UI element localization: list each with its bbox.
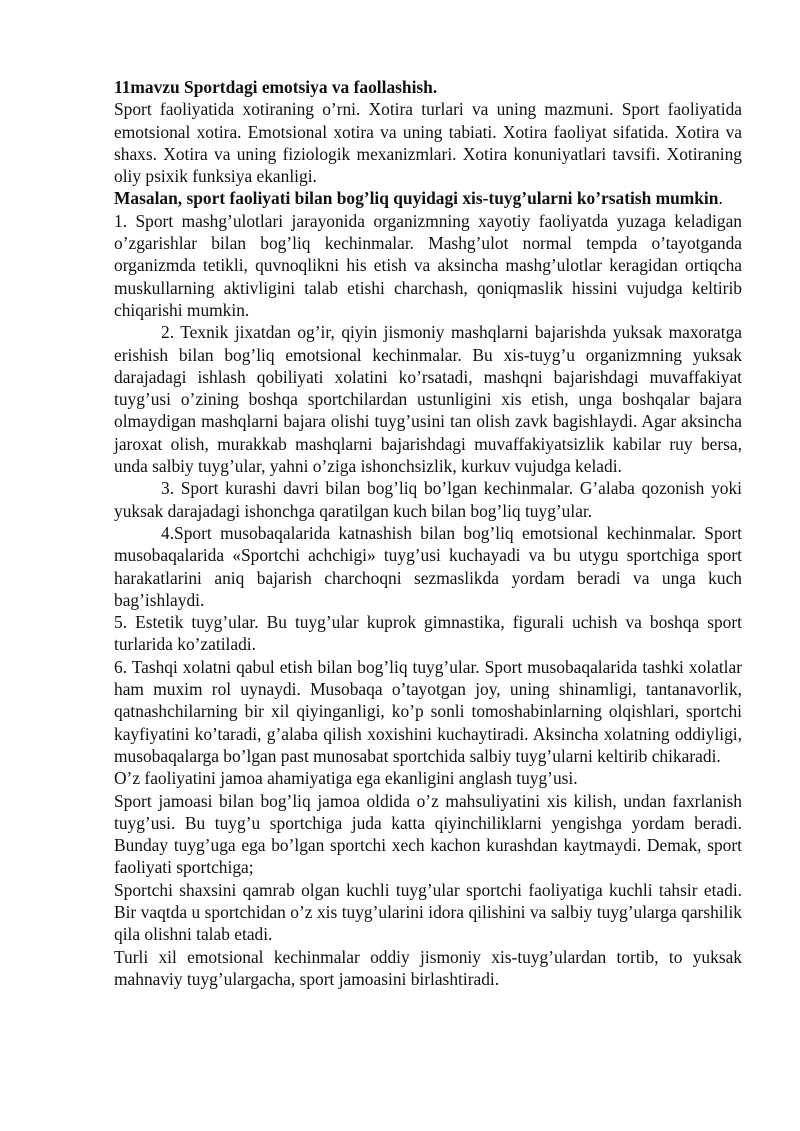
example-heading: Masalan, sport faoliyati bilan bog’liq quyidagi xis-tuyg’ularni ko’rsatish mumkin: [114, 188, 719, 209]
paragraph-conclusion: Turli xil emotsional kechinmalar oddiy jismoniy xis-tuyg’ulardan tortib, to yuksak mahnaviy tuyg’ulargacha, sport jamoasini birlashtiradi.: [114, 946, 742, 989]
paragraph-team-awareness: O’z faoliyatini jamoa ahamiyatiga ega ekanligini anglash tuyg’usi.: [114, 768, 578, 789]
paragraph-item-3: 3. Sport kurashi davri bilan bog’liq bo’lgan kechinmalar. G’alaba qozonish yoki yuksak darajadagi ishonchga qaratilgan kuch bilan bog’liq tuyg’ular.: [114, 478, 742, 521]
paragraph-item-1: 1. Sport mashg’ulotlari jarayonida organizmning xayotiy faoliyatda yuzaga keladigan o’zgarishlar bilan bog’liq kechinmalar. Mashg’ulot normal tempda o’tayotganda organizmda tetikli, quvnoqlikni his etish va aksincha mashg’ulotlar keragidan ortiqcha muskullarning aktivligini talab etishi charchash, qoniqmaslik hissini vujudga keltirib chiqarishi mumkin.: [114, 210, 742, 320]
paragraph-item-5: 5. Estetik tuyg’ular. Bu tuyg’ular kuprok gimnastika, figurali uchish va boshqa sport turlarida ko’zatiladi.: [114, 612, 742, 655]
paragraph-team-responsibility: Sport jamoasi bilan bog’liq jamoa oldida o’z mahsuliyatini xis kilish, undan faxrlanish tuyg’usi. Bu tuyg’u sportchiga juda katta qiyinchiliklarni yengishga yordam beradi. Bunday tuyg’uga ega bo’lgan sportchi xech kachon kurashdan kaytmaydi. Demak, sport faoliyati sportchiga;: [114, 790, 742, 878]
intro-paragraph: Sport faoliyatida xotiraning o’rni. Xotira turlari va uning mazmuni. Sport faoliyatida emotsional xotira. Emotsional xotira va uning tabiati. Xotira faoliyat sifatida. Xotira va shaxs. Xotira va uning fiziologik mexanizmlari. Xotira konuniyatlari tavsifi. Xotiraning oliy psixik funksiya ekanligi.: [114, 99, 742, 187]
example-heading-paragraph: [114, 187, 742, 209]
paragraph-item-2: 2. Texnik jixatdan og’ir, qiyin jismoniy mashqlarni bajarishda yuksak maxoratga erishish bilan bog’liq emotsional kechinmalar. Bu xis-tuyg’u organizmning yuksak darajadagi ishlash qobiliyati xolatini ko’rsatadi, mashqni bajarishdagi muvaffakiyat tuyg’usi o’zining boshqa sportchilardan ustunligini xis etish, unga boshqalar bajara olmaydigan mashqlarni bajara olishi tuyg’usini tan olish zavk bagishlaydi. Agar aksincha jaroxat olish, murakkab mashqlarni bajarishdagi muvaffakiyatsizlik kabilar ruy bersa, unda salbiy tuyg’ular, yahni o’ziga ishonchsizlik, kurkuv vujudga keladi.: [114, 322, 742, 477]
document-title: 11mavzu Sportdagi emotsiya va faollashish.: [114, 77, 438, 97]
paragraph-item-6: 6. Tashqi xolatni qabul etish bilan bog’liq tuyg’ular. Sport musobaqalarida tashki xolatlar ham muxim rol uynaydi. Musobaqa o’tayotgan joy, uning shinamligi, tantanavorlik, qatnashchilarning bir xil qiyinganligi, ko’p sonli tomoshabinlarning olqishlari, sportchi kayfiyatini ko’taradi, g’alaba qilish xoxishini kuchaytiradi. Aksincha xolatning oddiyligi, musobaqalarga bo’lgan past munosabat sportchida salbiy tuyg’ularni keltirib chikaradi.: [114, 656, 742, 766]
paragraph-strong-emotions: Sportchi shaxsini qamrab olgan kuchli tuyg’ular sportchi faoliyatiga kuchli tahsir etadi. Bir vaqtda u sportchidan o’z xis tuyg’ularini idora qilishini va salbiy tuyg’ularga qarshilik qila olishni talab etadi.: [114, 879, 742, 945]
paragraph-item-4: 4.Sport musobaqalarida katnashish bilan bog’liq emotsional kechinmalar. Sport musobaqalarida «Sportchi achchigi» tuyg’usi kuchayadi va bu utygu sportchiga sport harakatlarini aniq bajarish charchoqni sezmaslikda yordam beradi va unga kuch bag’ishlaydi.: [114, 522, 742, 610]
example-heading-end: .: [718, 188, 723, 209]
document-page: [114, 76, 742, 990]
